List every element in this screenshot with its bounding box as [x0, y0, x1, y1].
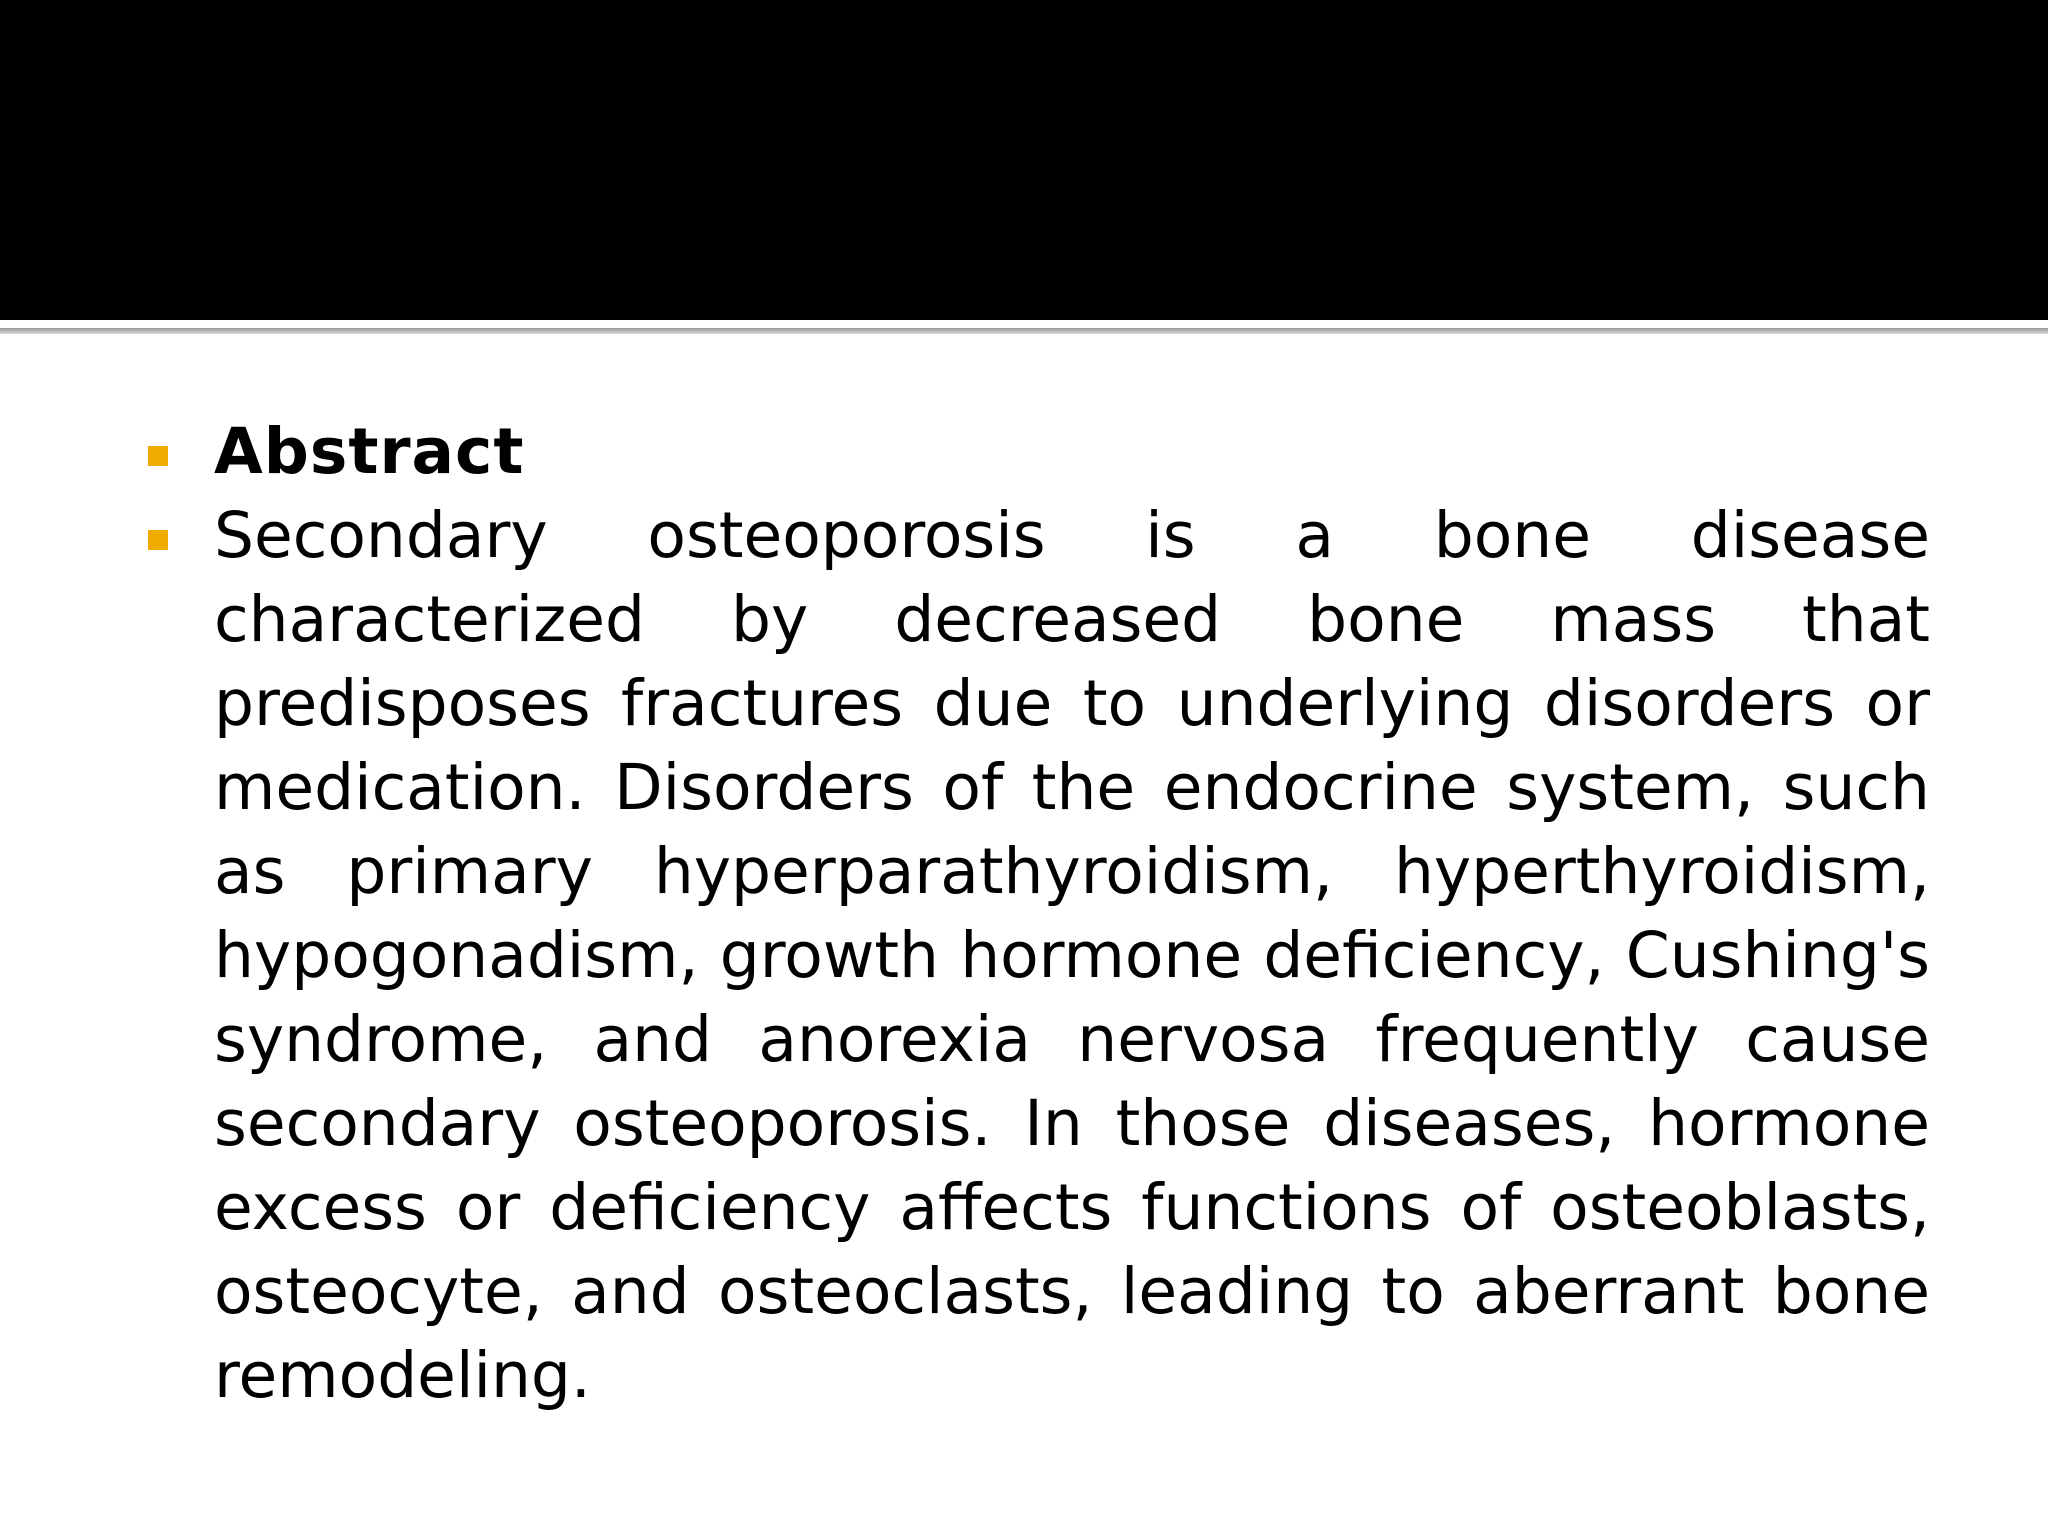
abstract-body-text: Secondary osteoporosis is a bone disease characterized by decreased bone mass that predisposes fractures due to underlying disorders or medication. Disorders of the endocrine system, such as primary hyperparathyroidism, hyperthyroidism, hypogonadism, growth hormone deficiency, Cushing's syndrome, and anorexia nervosa frequently cause secondary osteoporosis. In those diseases, hormone excess or deficiency affects functions of osteoblasts, osteocyte, and osteoclasts, leading to aberrant bone remodeling.	[214, 499, 1930, 1412]
bullet-list	[140, 410, 1930, 1418]
slide-title-band	[0, 0, 2048, 320]
square-bullet-icon	[148, 446, 168, 466]
abstract-heading: Abstract	[214, 415, 525, 488]
square-bullet-icon	[148, 530, 168, 550]
title-divider	[0, 328, 2048, 334]
bullet-item-abstract	[140, 410, 1930, 494]
bullet-item-body	[140, 494, 1930, 1418]
